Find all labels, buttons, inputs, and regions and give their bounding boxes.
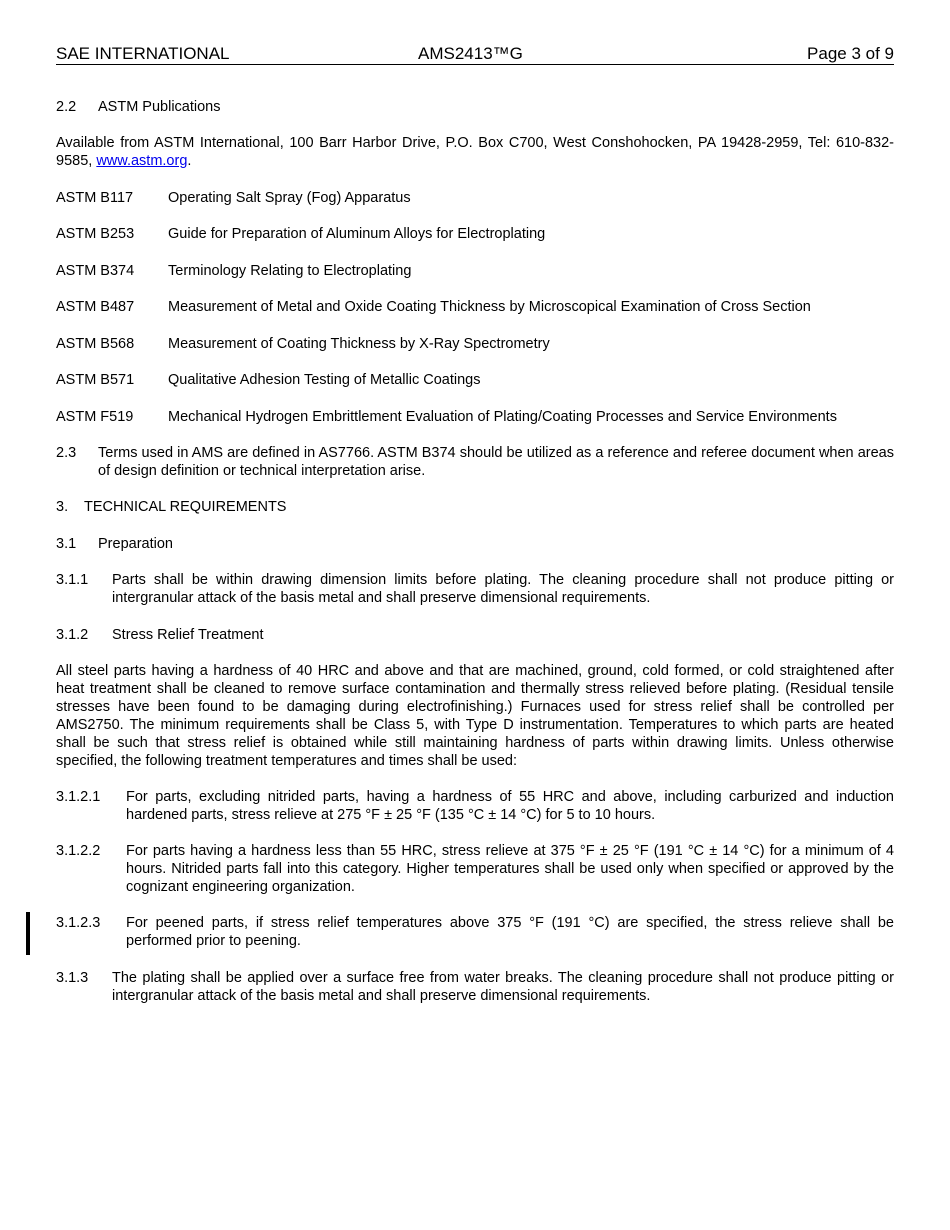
section-title: Stress Relief Treatment <box>112 627 264 643</box>
section-text: For parts, excluding nitrided parts, having a hardness of 55 HRC and above, including carburized and induction hardened parts, stress relieve at 275 °F ± 25 °F (135 °C ± 14 °C) for 5 to 10 hours. <box>126 789 894 823</box>
reference-title: Mechanical Hydrogen Embrittlement Evaluation of Plating/Coating Processes and Service Environments <box>168 409 837 425</box>
section-number: 3.1.1 <box>56 572 89 588</box>
section-text: Terms used in AMS are defined in AS7766. ASTM B374 should be utilized as a reference and referee document when areas of design definition or technical interpretation arise. <box>98 445 894 479</box>
reference-title: Measurement of Metal and Oxide Coating Thickness by Microscopical Examination of Cross Section <box>168 299 811 315</box>
page-header <box>56 44 894 65</box>
reference-title: Qualitative Adhesion Testing of Metallic Coatings <box>168 372 481 388</box>
reference-item <box>56 371 894 389</box>
section-title: TECHNICAL REQUIREMENTS <box>84 499 287 515</box>
reference-code: ASTM B117 <box>56 190 134 206</box>
section-3-1-1 <box>56 571 894 607</box>
section-2-3 <box>56 444 894 480</box>
reference-item <box>56 225 894 243</box>
section-3-1-3 <box>56 969 894 1005</box>
section-title: ASTM Publications <box>98 99 221 115</box>
section-number: 3.1 <box>56 536 77 552</box>
section-number: 3.1.2 <box>56 627 89 643</box>
reference-code: ASTM B487 <box>56 299 135 315</box>
reference-item <box>56 408 894 426</box>
revision-change-bar <box>26 912 30 955</box>
section-text: For parts having a hardness less than 55 HRC, stress relieve at 375 °F ± 25 °F (191 °C ± 14 °C) for a minimum of 4 hours. Nitrided parts fall into this category. Higher temperatures shall be used only when specified or approved by the cognizant engineering organization. <box>126 843 894 895</box>
stress-relief-paragraph: All steel parts having a hardness of 40 HRC and above and that are machined, ground, cold formed, or cold straightened after heat treatment shall be cleaned to remove surface contamination and thermally stress relieved before plating. (Residual tensile stresses have been found to be damaging during electrofinishing.) Furnaces used for stress relief shall be controlled per AMS2750. The minimum requirements shall be Class 5, with Type D instrumentation. Temperatures to which parts are heated shall be such that stress relief is obtained while still maintaining hardness of parts within drawing limits. Unless otherwise specified, the following treatment temperatures and times shall be used: <box>56 663 894 769</box>
reference-title: Guide for Preparation of Aluminum Alloys for Electroplating <box>168 226 546 242</box>
header-document-number: AMS2413™G <box>418 44 523 63</box>
section-number: 3. <box>56 499 69 515</box>
reference-title: Operating Salt Spray (Fog) Apparatus <box>168 190 411 206</box>
reference-code: ASTM B571 <box>56 372 135 388</box>
availability-text: Available from ASTM International, 100 Barr Harbor Drive, P.O. Box C700, West Conshohocken, PA 19428-2959, Tel: 610-832-9585, <box>56 135 894 169</box>
document-page <box>56 0 894 1230</box>
reference-code: ASTM B568 <box>56 336 135 352</box>
reference-code: ASTM B374 <box>56 263 135 279</box>
reference-title: Measurement of Coating Thickness by X-Ray Spectrometry <box>168 336 550 352</box>
reference-item <box>56 189 894 207</box>
reference-item <box>56 335 894 353</box>
section-number: 2.3 <box>56 445 77 461</box>
reference-item <box>56 298 894 316</box>
section-text: The plating shall be applied over a surface free from water breaks. The cleaning procedure shall not produce pitting or intergranular attack of the basis metal and shall preserve dimensional requirements. <box>112 970 894 1004</box>
header-organization: SAE INTERNATIONAL <box>56 44 230 63</box>
reference-title: Terminology Relating to Electroplating <box>168 263 412 279</box>
astm-availability-paragraph <box>56 134 894 170</box>
reference-code: ASTM B253 <box>56 226 135 242</box>
section-title: Preparation <box>98 536 173 552</box>
header-page-number: Page 3 of 9 <box>807 44 894 63</box>
section-number: 3.1.2.2 <box>56 843 101 859</box>
astm-website-link[interactable]: www.astm.org <box>96 153 188 169</box>
section-3-1-2-3 <box>56 914 894 950</box>
availability-end: . <box>187 153 192 169</box>
section-number: 3.1.2.3 <box>56 915 101 931</box>
section-number: 3.1.3 <box>56 970 89 986</box>
section-3-1-2-1 <box>56 788 894 824</box>
reference-code: ASTM F519 <box>56 409 134 425</box>
section-text: Parts shall be within drawing dimension limits before plating. The cleaning procedure shall not produce pitting or intergranular attack of the basis metal and shall preserve dimensional requirements. <box>112 572 894 606</box>
section-text: For peened parts, if stress relief temperatures above 375 °F (191 °C) are specified, the stress relieve shall be performed prior to peening. <box>126 915 894 949</box>
section-number: 2.2 <box>56 99 77 115</box>
reference-item <box>56 262 894 280</box>
section-3-1-2-2 <box>56 842 894 896</box>
section-number: 3.1.2.1 <box>56 789 101 805</box>
